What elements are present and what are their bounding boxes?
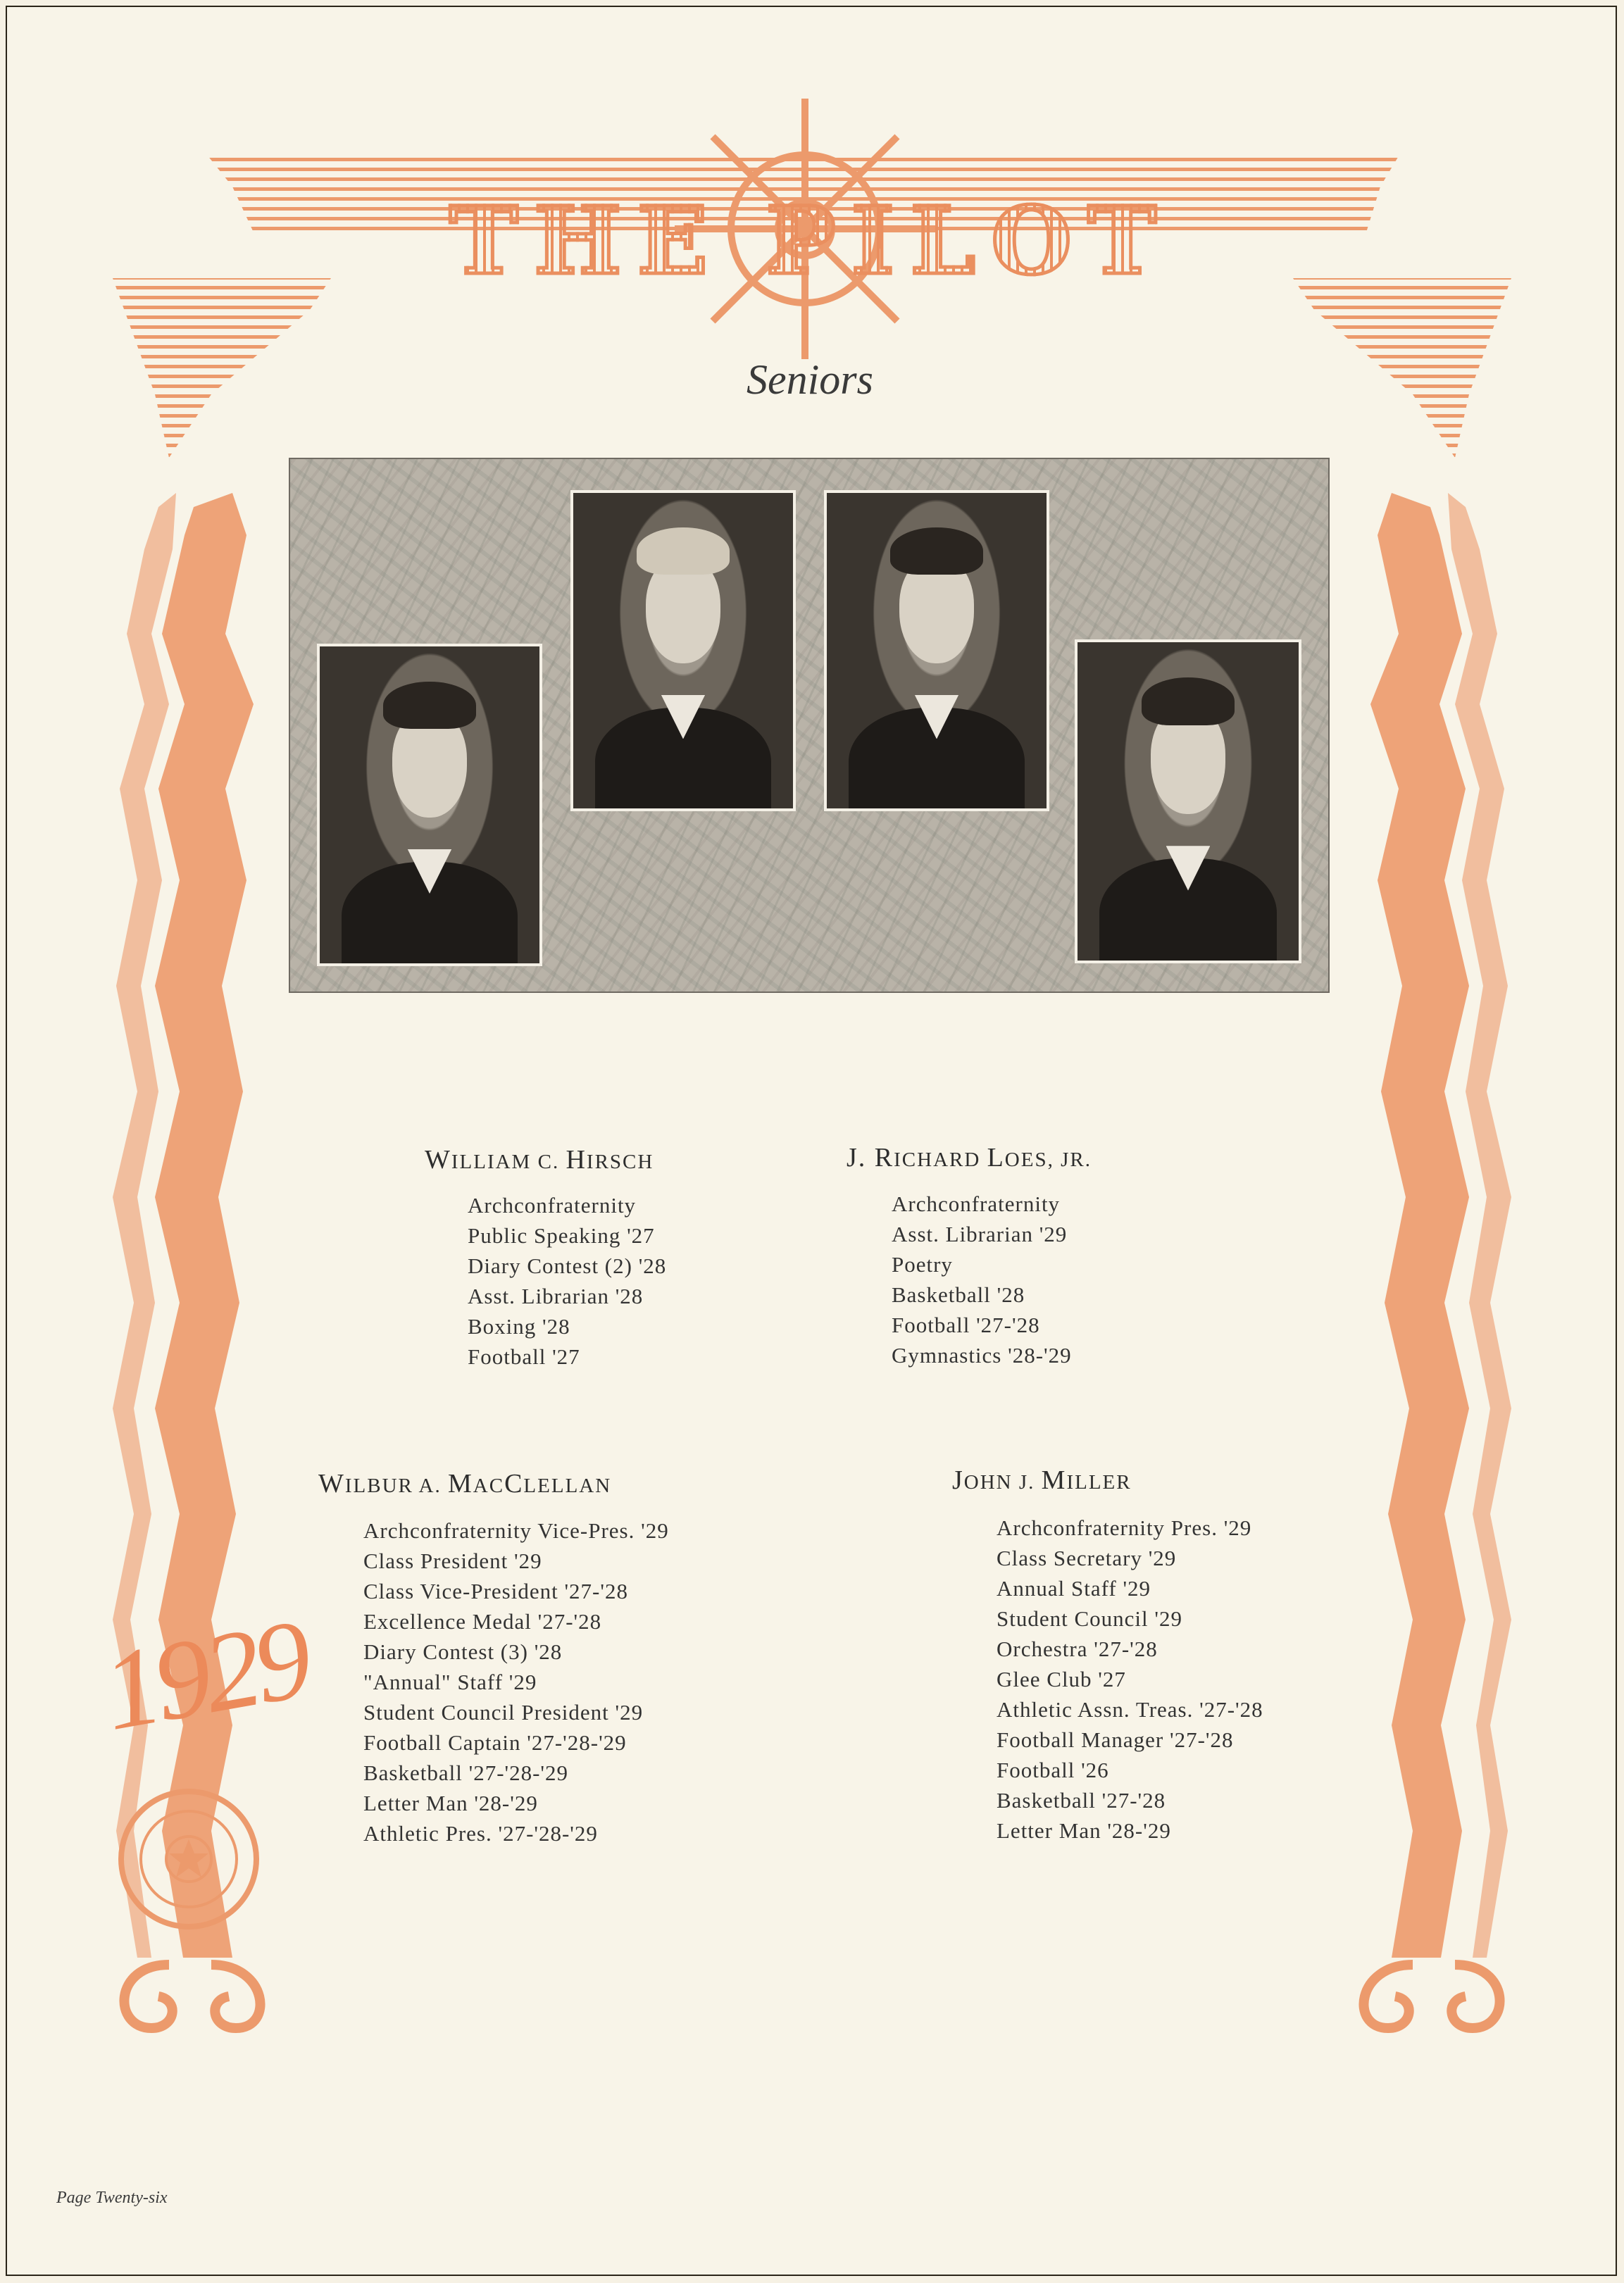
activity-item: Asst. Librarian '28 [468, 1284, 644, 1308]
activity-item: "Annual" Staff '29 [363, 1670, 537, 1694]
senior-name: WILBUR A. MACCLELLAN [318, 1469, 612, 1499]
activity-item: Football '27 [468, 1344, 580, 1369]
college-seal-icon [121, 1791, 256, 1927]
activity-list [468, 1190, 666, 1372]
senior-name: WILLIAM C. HIRSCH [425, 1145, 654, 1175]
activity-item: Basketball '27-'28 [997, 1788, 1166, 1813]
year-label: 1929 [94, 1595, 316, 1755]
activity-item: Athletic Pres. '27-'28-'29 [363, 1821, 598, 1846]
activity-item: Archconfraternity [468, 1193, 637, 1218]
title-letter: P [766, 187, 836, 296]
activity-list [997, 1513, 1263, 1846]
activity-item: Football '27-'28 [892, 1313, 1040, 1337]
banner-left-wing [113, 278, 331, 458]
activity-item: Orchestra '27-'28 [997, 1637, 1158, 1661]
title-letter: L [910, 187, 976, 296]
activity-item: Class Secretary '29 [997, 1546, 1177, 1570]
title-letter: I [851, 187, 895, 296]
title-letter: T [1087, 187, 1157, 296]
title-letter: O [991, 187, 1073, 296]
title-letter: E [637, 187, 708, 296]
activity-item: Poetry [892, 1252, 953, 1277]
photo-panel [289, 458, 1330, 993]
activity-item: Annual Staff '29 [997, 1576, 1151, 1601]
left-scroll [124, 1965, 172, 2028]
activity-list [363, 1515, 669, 1849]
activity-item: Class Vice-President '27-'28 [363, 1579, 628, 1603]
activity-list [892, 1189, 1072, 1370]
activity-item: Football '26 [997, 1758, 1109, 1782]
activity-item: Basketball '28 [892, 1282, 1025, 1307]
activity-item: Student Council '29 [997, 1606, 1182, 1631]
senior-name: JOHN J. MILLER [952, 1465, 1132, 1495]
activity-item: Diary Contest (3) '28 [363, 1639, 563, 1664]
publication-title [380, 187, 1225, 296]
activity-item: Football Manager '27-'28 [997, 1727, 1234, 1752]
activity-item: Class President '29 [363, 1549, 542, 1573]
activity-item: Archconfraternity Vice-Pres. '29 [363, 1518, 669, 1543]
right-scroll [1451, 1965, 1499, 2028]
section-title: Seniors [747, 356, 873, 403]
activity-item: Glee Club '27 [997, 1667, 1126, 1691]
senior-name: J. RICHARD LOES, JR. [847, 1143, 1092, 1172]
portrait-hirsch [317, 644, 542, 966]
activity-item: Public Speaking '27 [468, 1223, 655, 1248]
activity-item: Boxing '28 [468, 1314, 570, 1339]
activity-item: Asst. Librarian '29 [892, 1222, 1068, 1246]
activity-item: Excellence Medal '27-'28 [363, 1609, 602, 1634]
activity-item: Gymnastics '28-'29 [892, 1343, 1072, 1368]
activity-item: Diary Contest (2) '28 [468, 1253, 667, 1278]
title-letter: T [449, 187, 518, 296]
portrait-loes [570, 490, 796, 811]
portrait-miller [1075, 639, 1301, 963]
activity-item: Athletic Assn. Treas. '27-'28 [997, 1697, 1263, 1722]
portrait-macclellan [824, 490, 1049, 811]
page-number: Page Twenty-six [56, 2189, 168, 2207]
activity-item: Letter Man '28-'29 [363, 1791, 538, 1815]
activity-item: Football Captain '27-'28-'29 [363, 1730, 627, 1755]
activity-item: Archconfraternity [892, 1191, 1061, 1216]
activity-item: Student Council President '29 [363, 1700, 644, 1725]
title-letter: H [533, 187, 622, 296]
activity-item: Letter Man '28-'29 [997, 1818, 1171, 1843]
activity-item: Basketball '27-'28-'29 [363, 1760, 569, 1785]
activity-item: Archconfraternity Pres. '29 [997, 1515, 1252, 1540]
right-pillar [1370, 493, 1469, 1958]
banner-right-wing [1293, 278, 1511, 458]
